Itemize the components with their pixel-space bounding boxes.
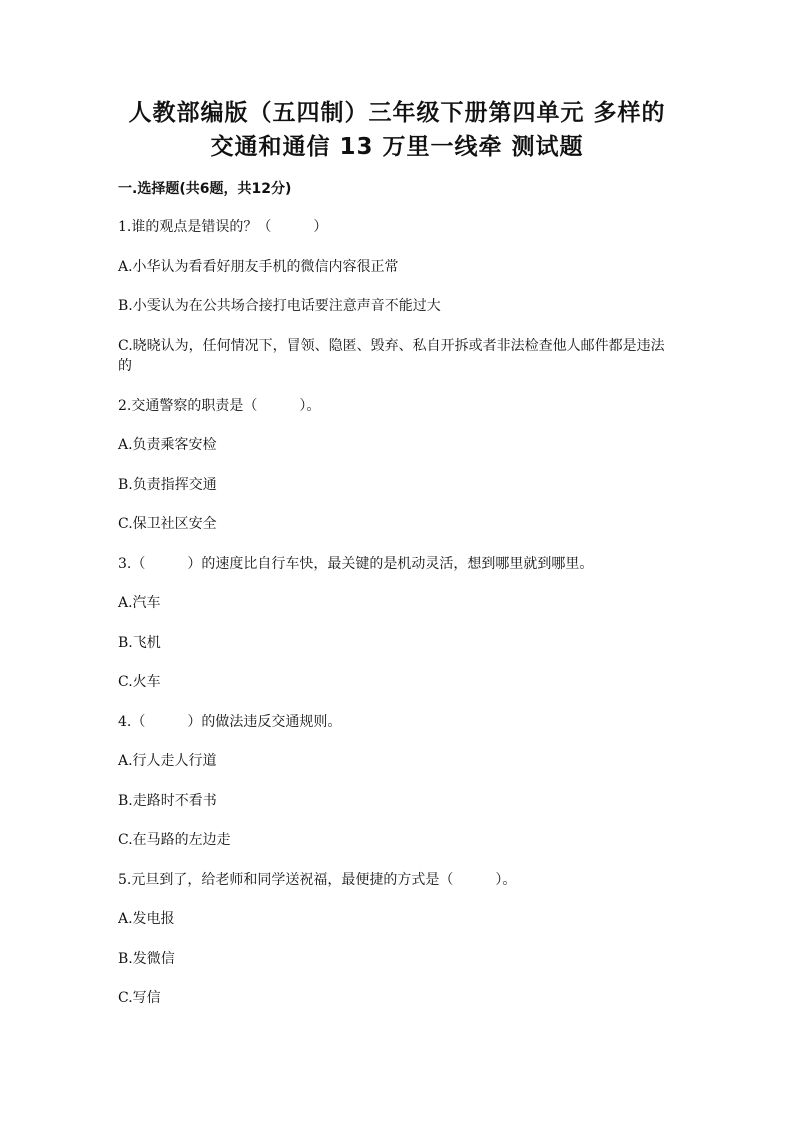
- question-3-stem: 3.（ ）的速度比自行车快，最关键的是机动灵活，想到哪里就到哪里。: [118, 556, 594, 572]
- question-4-option-b: B.走路时不看书: [118, 793, 217, 809]
- question-2-stem: 2.交通警察的职责是（ ）。: [118, 398, 321, 414]
- question-4-option-c: C.在马路的左边走: [118, 832, 231, 848]
- question-3-option-c: C.火车: [118, 674, 161, 690]
- question-2-option-b: B.负责指挥交通: [118, 477, 217, 493]
- question-5-option-b: B.发微信: [118, 951, 175, 967]
- question-5-option-a: A.发电报: [118, 911, 175, 927]
- question-1-option-a: A.小华认为看看好朋友手机的微信内容很正常: [118, 259, 399, 275]
- question-5-option-c: C.写信: [118, 990, 161, 1006]
- question-4-option-a: A.行人走人行道: [118, 753, 217, 769]
- question-2-option-c: C.保卫社区安全: [118, 516, 217, 532]
- question-5-stem: 5.元旦到了，给老师和同学送祝福，最便捷的方式是（ ）。: [118, 872, 517, 888]
- question-1-stem: 1.谁的观点是错误的？（ ）: [118, 219, 328, 235]
- section-heading: 一.选择题(共6题，共12分): [118, 181, 292, 197]
- question-3-option-b: B.飞机: [118, 635, 161, 651]
- question-1-option-c: C.晓晓认为，任何情况下，冒领、隐匿、毁弃、私自开拆或者非法检查他人邮件都是违法的: [118, 338, 665, 374]
- document-title-line-2: 交通和通信 13 万里一线牵 测试题: [210, 134, 584, 160]
- document-title-line-1: 人教部编版（五四制）三年级下册第四单元 多样的: [128, 100, 666, 126]
- question-3-option-a: A.汽车: [118, 595, 161, 611]
- question-2-option-a: A.负责乘客安检: [118, 437, 217, 453]
- question-4-stem: 4.（ ）的做法违反交通规则。: [118, 714, 342, 730]
- question-1-option-b: B.小雯认为在公共场合接打电话要注意声音不能过大: [118, 298, 441, 314]
